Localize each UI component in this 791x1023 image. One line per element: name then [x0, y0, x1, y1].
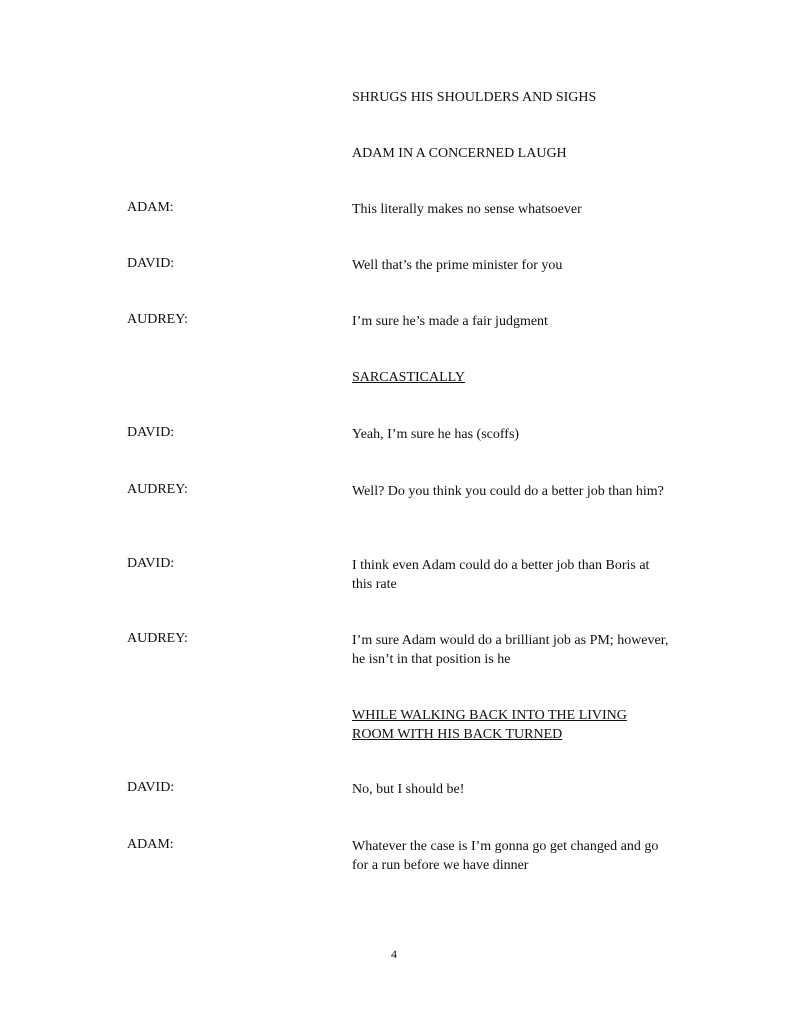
dialogue-line	[0, 256, 791, 273]
speaker-name: ADAM:	[127, 837, 174, 852]
dialogue-line	[0, 312, 791, 329]
dialogue-line	[0, 482, 791, 499]
dialogue-line	[0, 631, 791, 667]
dialogue-line	[0, 200, 791, 217]
stage-direction: WHILE WALKING BACK INTO THE LIVING ROOM WITH HIS BACK TURNED	[352, 708, 627, 742]
speaker-name: AUDREY:	[127, 312, 188, 327]
dialogue-text: No, but I should be!	[352, 782, 465, 797]
dialogue-text: Yeah, I’m sure he has (scoffs)	[352, 427, 520, 442]
direction-line	[0, 144, 791, 161]
direction-line	[0, 88, 791, 105]
dialogue-text: Well that’s the prime minister for you	[352, 258, 563, 273]
speaker-name: AUDREY:	[127, 482, 188, 497]
speaker-name: DAVID:	[127, 256, 175, 271]
dialogue-line	[0, 780, 791, 797]
dialogue-text: I think even Adam could do a better job than Boris at this rate	[352, 558, 650, 592]
speaker-name: DAVID:	[127, 425, 175, 440]
speaker-name: ADAM:	[127, 200, 174, 215]
dialogue-line	[0, 837, 791, 873]
stage-direction: SARCASTICALLY	[352, 370, 465, 385]
direction-line	[0, 706, 791, 742]
speaker-name: DAVID:	[127, 780, 175, 795]
stage-direction: ADAM IN A CONCERNED LAUGH	[352, 146, 567, 161]
stage-direction: SHRUGS HIS SHOULDERS AND SIGHS	[352, 90, 597, 105]
speaker-name: AUDREY:	[127, 631, 188, 646]
dialogue-text: Whatever the case is I’m gonna go get changed and go for a run before we have dinner	[352, 839, 659, 873]
dialogue-text: This literally makes no sense whatsoever	[352, 202, 582, 217]
speaker-name: DAVID:	[127, 556, 175, 571]
dialogue-text: I’m sure he’s made a fair judgment	[352, 314, 548, 329]
dialogue-text: I’m sure Adam would do a brilliant job as PM; however, he isn’t in that position is he	[352, 633, 669, 667]
direction-line	[0, 368, 791, 385]
page-number: 4	[391, 947, 397, 961]
dialogue-line	[0, 556, 791, 592]
dialogue-text: Well? Do you think you could do a better job than him?	[352, 484, 664, 499]
dialogue-line	[0, 425, 791, 442]
